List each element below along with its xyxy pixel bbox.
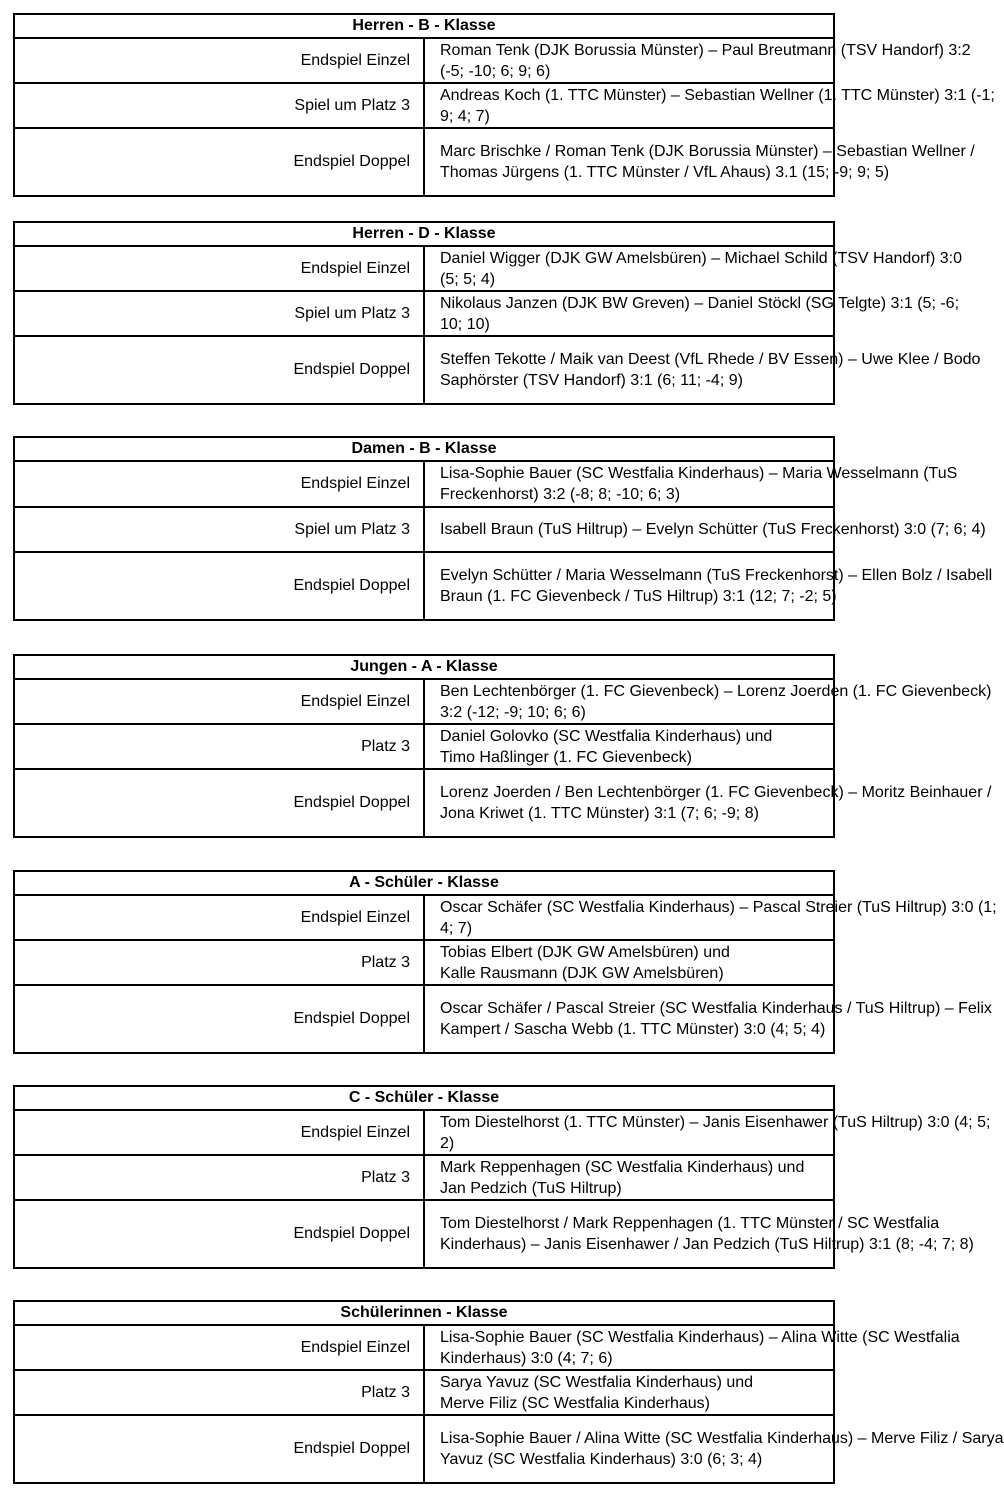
match-type-label: Platz 3 [14, 1370, 424, 1415]
match-row [14, 552, 834, 620]
match-result-line: Kinderhaus) 3:0 (4; 7; 6) [440, 1349, 613, 1367]
match-result-line: Tobias Elbert (DJK GW Amelsbüren) und [440, 943, 730, 961]
match-result-line: Tom Diestelhorst / Mark Reppenhagen (1. TTC Münster / SC Westfalia [440, 1215, 940, 1232]
match-result-line: Lisa-Sophie Bauer (SC Westfalia Kinderhaus) – Alina Witte (SC Westfalia [440, 1328, 960, 1346]
section-title: C - Schüler - Klasse [14, 1086, 834, 1110]
match-type-label: Endspiel Doppel [14, 985, 424, 1053]
match-row [14, 769, 834, 837]
match-result-line: Jona Kriwet (1. TTC Münster) 3:1 (7; 6; -9; 8) [440, 805, 759, 822]
match-result-line: 10; 10) [440, 315, 490, 333]
match-result [424, 1155, 834, 1200]
section-title: Herren - B - Klasse [14, 14, 834, 38]
match-result [424, 895, 997, 940]
match-type-label: Endspiel Doppel [14, 1200, 424, 1268]
match-row [14, 38, 834, 83]
results-section [13, 221, 981, 405]
match-result [424, 128, 975, 196]
match-result-line: Steffen Tekotte / Maik van Deest (VfL Rhede / BV Essen) – Uwe Klee / Bodo [440, 351, 981, 368]
match-row [14, 246, 834, 291]
match-row [14, 461, 834, 507]
match-type-label: Endspiel Doppel [14, 552, 424, 620]
match-result [424, 724, 834, 769]
match-type-label: Endspiel Einzel [14, 461, 424, 507]
match-type-label: Endspiel Doppel [14, 336, 424, 404]
match-result [424, 507, 986, 552]
match-result-line: Yavuz (SC Westfalia Kinderhaus) 3:0 (6; 3; 4) [440, 1451, 763, 1468]
results-section [13, 870, 997, 1054]
match-type-label: Endspiel Einzel [14, 1325, 424, 1370]
match-result-line: 3:2 (-12; -9; 10; 6; 6) [440, 703, 586, 721]
match-result [424, 83, 995, 128]
match-row [14, 336, 834, 404]
match-type-label: Platz 3 [14, 1155, 424, 1200]
section-title: Herren - D - Klasse [14, 222, 834, 246]
match-row [14, 1325, 834, 1370]
match-row [14, 128, 834, 196]
match-type-label: Spiel um Platz 3 [14, 507, 424, 552]
match-row [14, 1200, 834, 1268]
match-row [14, 1415, 834, 1483]
section-title: Jungen - A - Klasse [14, 655, 834, 679]
match-result [424, 1415, 1004, 1483]
match-result-line: Lisa-Sophie Bauer (SC Westfalia Kinderhaus) – Maria Wesselmann (TuS [440, 465, 958, 482]
match-result-line: Timo Haßlinger (1. FC Gievenbeck) [440, 748, 692, 766]
match-result-line: Daniel Wigger (DJK GW Amelsbüren) – Michael Schild (TSV Handorf) 3:0 [440, 249, 962, 267]
match-result-line: Daniel Golovko (SC Westfalia Kinderhaus) und [440, 727, 773, 745]
match-result-line: Kampert / Sascha Webb (1. TTC Münster) 3:0 (4; 5; 4) [440, 1021, 826, 1038]
match-type-label: Spiel um Platz 3 [14, 83, 424, 128]
match-type-label: Platz 3 [14, 724, 424, 769]
match-result [424, 38, 971, 83]
match-result-line: Nikolaus Janzen (DJK BW Greven) – Daniel Stöckl (SG Telgte) 3:1 (5; -6; [440, 294, 960, 312]
match-result-line: Isabell Braun (TuS Hiltrup) – Evelyn Schütter (TuS Freckenhorst) 3:0 (7; 6; 4) [440, 521, 986, 538]
match-result-line: 9; 4; 7) [440, 107, 490, 125]
match-type-label: Endspiel Einzel [14, 38, 424, 83]
match-row [14, 291, 834, 336]
match-result-line: Oscar Schäfer / Pascal Streier (SC Westfalia Kinderhaus / TuS Hiltrup) – Felix [440, 1000, 992, 1017]
match-result [424, 246, 962, 291]
match-result-line: Braun (1. FC Gievenbeck / TuS Hiltrup) 3:1 (12; 7; -2; 5) [440, 588, 837, 605]
match-type-label: Spiel um Platz 3 [14, 291, 424, 336]
match-result-line: Mark Reppenhagen (SC Westfalia Kinderhaus) und [440, 1158, 805, 1176]
match-result [424, 1200, 974, 1268]
results-section [13, 654, 992, 838]
match-row [14, 83, 834, 128]
results-section [13, 1300, 1004, 1484]
match-result [424, 985, 992, 1053]
match-result-line: Jan Pedzich (TuS Hiltrup) [440, 1179, 622, 1197]
match-result-line: Lorenz Joerden / Ben Lechtenbörger (1. FC Gievenbeck) – Moritz Beinhauer / [440, 784, 992, 801]
match-result-line: Thomas Jürgens (1. TTC Münster / VfL Ahaus) 3.1 (15; -9; 9; 5) [440, 164, 890, 181]
results-section [13, 436, 993, 621]
match-result [424, 336, 981, 404]
match-result-line: Kalle Rausmann (DJK GW Amelsbüren) [440, 964, 724, 982]
match-result-line: Lisa-Sophie Bauer / Alina Witte (SC Westfalia Kinderhaus) – Merve Filiz / Sarya [440, 1430, 1004, 1447]
match-result-line: Merve Filiz (SC Westfalia Kinderhaus) [440, 1394, 711, 1412]
match-type-label: Endspiel Doppel [14, 128, 424, 196]
match-result [424, 1110, 991, 1155]
match-result [424, 940, 834, 985]
match-row [14, 679, 834, 724]
match-result-line: Freckenhorst) 3:2 (-8; 8; -10; 6; 3) [440, 486, 681, 503]
results-section [13, 1085, 991, 1269]
match-result [424, 1370, 834, 1415]
match-result-line: Tom Diestelhorst (1. TTC Münster) – Janis Eisenhawer (TuS Hiltrup) 3:0 (4; 5; [440, 1113, 991, 1131]
match-type-label: Endspiel Doppel [14, 769, 424, 837]
match-result [424, 1325, 960, 1370]
match-type-label: Endspiel Doppel [14, 1415, 424, 1483]
match-row [14, 940, 834, 985]
section-title: Schülerinnen - Klasse [14, 1301, 834, 1325]
match-row [14, 1110, 834, 1155]
match-result [424, 461, 958, 507]
match-type-label: Endspiel Einzel [14, 679, 424, 724]
match-type-label: Platz 3 [14, 940, 424, 985]
match-row [14, 724, 834, 769]
section-title: A - Schüler - Klasse [14, 871, 834, 895]
match-result-line: Andreas Koch (1. TTC Münster) – Sebastian Wellner (1. TTC Münster) 3:1 (-1; [440, 86, 995, 104]
results-section [13, 13, 995, 197]
match-type-label: Endspiel Einzel [14, 895, 424, 940]
match-result-line: Sarya Yavuz (SC Westfalia Kinderhaus) und [440, 1373, 754, 1391]
match-result-line: Oscar Schäfer (SC Westfalia Kinderhaus) – Pascal Streier (TuS Hiltrup) 3:0 (1; [440, 898, 997, 916]
match-row [14, 895, 834, 940]
match-result-line: Ben Lechtenbörger (1. FC Gievenbeck) – Lorenz Joerden (1. FC Gievenbeck) [440, 682, 992, 700]
match-result-line: Saphörster (TSV Handorf) 3:1 (6; 11; -4; 9) [440, 372, 743, 389]
match-type-label: Endspiel Einzel [14, 1110, 424, 1155]
match-result-line: (5; 5; 4) [440, 270, 496, 288]
match-row [14, 985, 834, 1053]
match-result-line: Marc Brischke / Roman Tenk (DJK Borussia Münster) – Sebastian Wellner / [440, 143, 975, 160]
section-title: Damen - B - Klasse [14, 437, 834, 461]
match-row [14, 1370, 834, 1415]
match-result-line: Roman Tenk (DJK Borussia Münster) – Paul Breutmann (TSV Handorf) 3:2 [440, 41, 971, 59]
match-type-label: Endspiel Einzel [14, 246, 424, 291]
match-result-line: (-5; -10; 6; 9; 6) [440, 62, 551, 80]
match-result-line: 4; 7) [440, 919, 473, 937]
match-result [424, 552, 993, 620]
match-row [14, 507, 834, 552]
match-result-line: Evelyn Schütter / Maria Wesselmann (TuS Freckenhorst) – Ellen Bolz / Isabell [440, 567, 993, 584]
match-result [424, 769, 992, 837]
match-result [424, 679, 992, 724]
match-result-line: 2) [440, 1134, 455, 1152]
match-result-line: Kinderhaus) – Janis Eisenhawer / Jan Pedzich (TuS Hiltrup) 3:1 (8; -4; 7; 8) [440, 1236, 974, 1253]
match-row [14, 1155, 834, 1200]
match-result [424, 291, 960, 336]
